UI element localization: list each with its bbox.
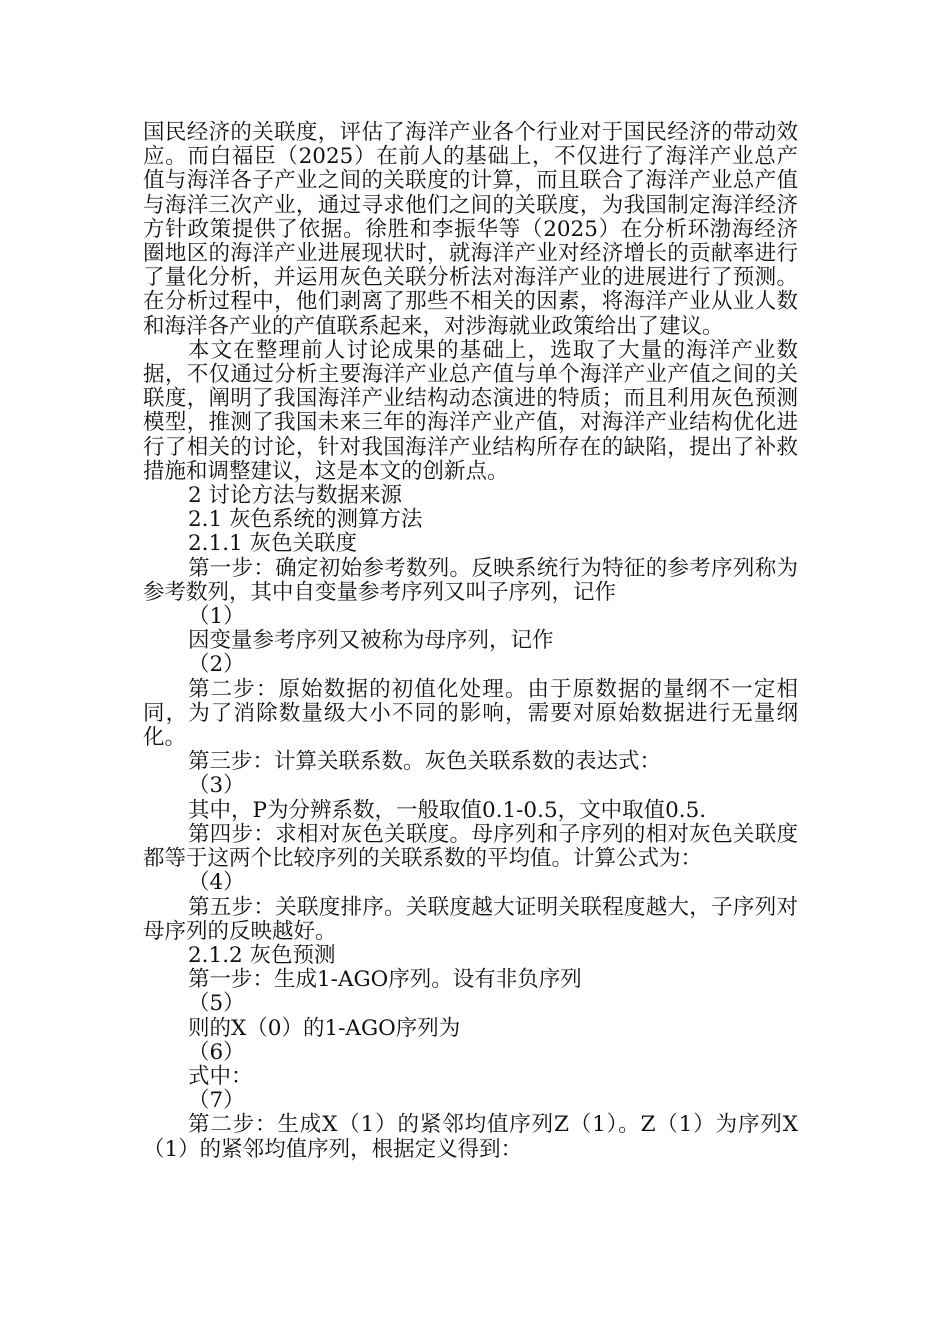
equation-number-1: （1） (188, 604, 245, 630)
parent-sequence-paragraph: 因变量参考序列又被称为母序列，记作 (188, 628, 554, 654)
subsubsection-heading-grey-relation: 2.1.1 灰色关联度 (188, 531, 358, 557)
paragraph-literature-review: 国民经济的关联度，评估了海洋产业各个行业对于国民经济的带动效应。而白福臣（2025）在前人的基础上，不仅进行了海洋产业总产值与海洋各子产业之间的关联度的计算，而且联合了海洋产业总产值与海洋三次产业，通过寻求他们之间的关联度，为我国制定海洋经济方针政策提供了依据。徐胜和李振华等（2025）在分析环渤海经济圈地区的海洋产业进展现状时，就海洋产业对经济增长的贡献率进行了量化分析，并运用灰色关联分析法对海洋产业的进展进行了预测。在分析过程中，他们剥离了那些不相关的因素，将海洋产业从业人数和海洋各产业的产值联系起来，对涉海就业政策给出了建议。 (143, 120, 798, 339)
step-five-paragraph: 第五步：关联度排序。关联度越大证明关联程度越大，子序列对母序列的反映越好。 (143, 894, 798, 944)
subsection-heading-grey-system: 2.1 灰色系统的测算方法 (188, 507, 423, 533)
step-four-paragraph: 第四步：求相对灰色关联度。母序列和子序列的相对灰色关联度都等于这两个比较序列的关联系数的平均值。计算公式为： (143, 821, 798, 872)
step-two-paragraph: 第二步：原始数据的初值化处理。由于原数据的量纲不一定相同，为了消除数量级大小不同的影响，需要对原始数据进行无量纲化。 (143, 676, 798, 751)
document-body (143, 121, 798, 1162)
equation-number-3: （3） (188, 773, 245, 799)
where-paragraph: 式中： (188, 1063, 253, 1089)
ago-sequence-paragraph: 则的X（0）的1-AGO序列为 (188, 1015, 461, 1041)
paragraph-innovation: 本文在整理前人讨论成果的基础上，选取了大量的海洋产业数据，不仅通过分析主要海洋产业总产值与单个海洋产业产值之间的关联度，阐明了我国海洋产业结构动态演进的特质；而且利用灰色预测模型，推测了我国未来三年的海洋产业产值，对海洋产业结构优化进行了相关的讨论，针对我国海洋产业结构所存在的缺陷，提出了补救措施和调整建议，这是本文的创新点。 (143, 337, 798, 484)
equation-number-7: （7） (188, 1088, 245, 1114)
equation-number-2: （2） (188, 652, 245, 678)
subsubsection-heading-grey-forecast: 2.1.2 灰色预测 (188, 942, 336, 968)
step-three-paragraph: 第三步：计算关联系数。灰色关联系数的表达式： (188, 749, 662, 775)
equation-number-6: （6） (188, 1039, 245, 1065)
forecast-step-one-paragraph: 第一步：生成1-AGO序列。设有非负序列 (188, 967, 582, 993)
equation-number-4: （4） (188, 870, 245, 896)
equation-number-5: （5） (188, 991, 245, 1017)
forecast-step-two-paragraph: 第二步：生成X（1）的紧邻均值序列Z（1）。Z（1）为序列X（1）的紧邻均值序列，根据定义得到： (143, 1112, 798, 1162)
step-one-paragraph: 第一步：确定初始参考数列。反映系统行为特征的参考序列称为参考数列，其中自变量参考序列又叫子序列，记作 (143, 555, 798, 605)
resolution-coefficient-paragraph: 其中，P为分辨系数，一般取值0.1-0.5，文中取值0.5. (188, 797, 707, 823)
section-heading-methods: 2 讨论方法与数据来源 (188, 483, 403, 509)
